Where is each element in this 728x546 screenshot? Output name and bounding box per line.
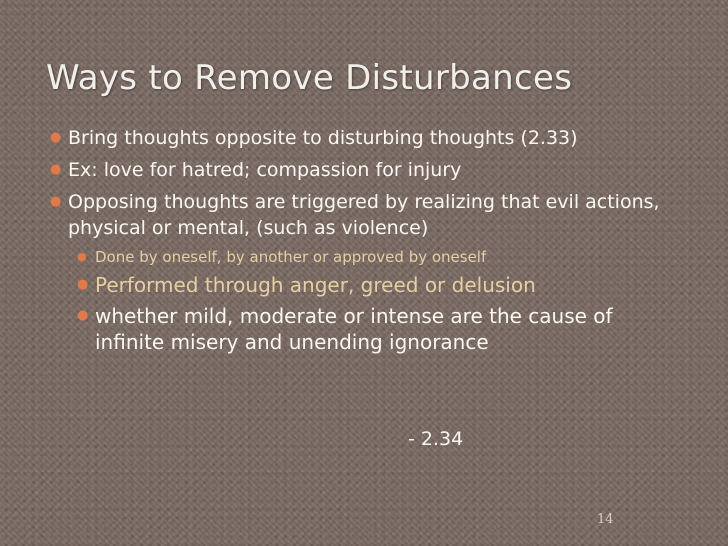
sub-bullet-item <box>50 247 688 267</box>
circle-bullet-icon: ● <box>50 162 62 177</box>
circle-bullet-icon: ● <box>77 308 89 323</box>
sub-bullet-item <box>50 272 688 298</box>
page-number: 14 <box>597 512 614 527</box>
bullet-item <box>50 125 688 151</box>
bullet-text: Ex: love for hatred; compassion for injury <box>68 159 462 181</box>
sub-bullet-text: Done by oneself, by another or approved by oneself <box>95 248 487 266</box>
bullet-text: Opposing thoughts are triggered by realizing that evil actions, physical or mental, (such as violence) <box>68 191 660 239</box>
verse-reference: - 2.34 <box>408 428 464 450</box>
circle-bullet-icon: ● <box>50 194 62 209</box>
bullet-text: Bring thoughts opposite to disturbing thoughts (2.33) <box>68 127 578 149</box>
circle-bullet-icon: ● <box>50 130 62 145</box>
bullet-item <box>50 189 688 241</box>
bullet-item <box>50 157 688 183</box>
sub-bullet-item <box>50 303 688 355</box>
sub-bullet-text: whether mild, moderate or intense are the cause of infinite misery and unending ignorance <box>95 304 613 354</box>
sub-bullet-text: Performed through anger, greed or delusion <box>95 273 536 297</box>
circle-bullet-icon: ● <box>77 277 89 292</box>
slide-title: Ways to Remove Disturbances <box>46 58 573 98</box>
slide-body <box>50 125 688 360</box>
circle-bullet-icon: ● <box>77 250 87 263</box>
